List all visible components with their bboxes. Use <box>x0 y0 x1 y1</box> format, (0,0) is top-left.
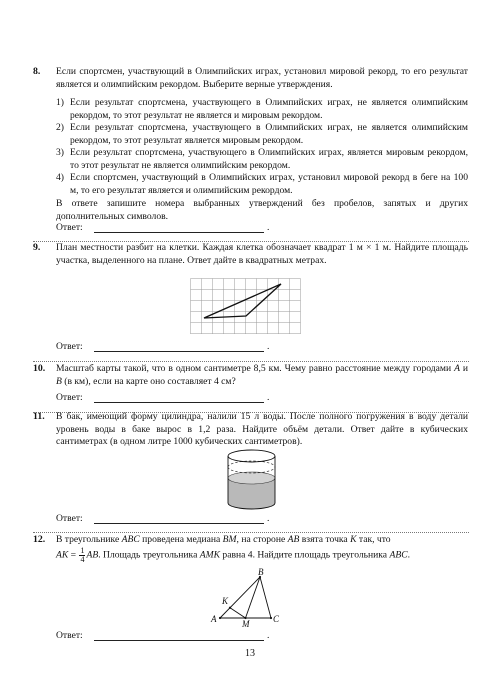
q8-instruction: В ответе запишите номера выбранных утверждений без пробелов, запятых и других дополнительных символов. <box>56 198 468 222</box>
page-number: 13 <box>245 648 255 659</box>
q12-text-part: проведена медиана <box>139 534 223 545</box>
q9-grid-plan <box>190 278 305 335</box>
fraction-denominator: 4 <box>80 555 85 564</box>
q12-text-part: равна 4. Найдите площадь треугольника <box>220 549 390 561</box>
q8-option-4-text: Если спортсмен, участвующий в Олимпийских играх, установил мировой рекорд в беге на 100 м, то его результат является и олимпийским рекордом. <box>70 172 468 196</box>
q8-option-3 <box>56 147 468 172</box>
q10-text-part: (в км), если на карте оно составляет 4 см? <box>61 375 236 387</box>
q12-text-part: взята точка <box>299 534 351 545</box>
q12-var: BM <box>222 534 237 545</box>
q12-triangle-diagram <box>205 566 287 628</box>
q12-answer-field[interactable] <box>94 640 264 641</box>
label-c: C <box>273 614 280 624</box>
q8-number: 8. <box>33 66 41 77</box>
q8-answer-label: Ответ: <box>56 222 83 233</box>
q11-number: 11. <box>33 411 45 422</box>
label-m: M <box>242 619 250 628</box>
fraction-numerator: 1 <box>80 546 85 555</box>
q10-var-a: A <box>454 363 460 374</box>
q8-option-2 <box>56 122 468 147</box>
q8-option-3-number: 3) <box>56 147 64 158</box>
q9-text: План местности разбит на клетки. Каждая клетка обозначает квадрат 1 м × 1 м. Найдите площадь участка, выделенного на плане. Ответ дайте в квадратных метрах. <box>56 242 468 266</box>
q10-var-b: B <box>56 375 62 387</box>
q8-answer-period: . <box>267 222 270 233</box>
q12-text-part: = <box>68 549 79 561</box>
q12-text-part: . <box>407 549 410 561</box>
divider <box>33 361 469 362</box>
q8-option-4-number: 4) <box>56 172 64 183</box>
q8-option-2-text: Если результат спортсмена, участвующего в Олимпийских играх, не является олимпийским рекордом, то этот результат является мировым рекордом. <box>70 122 468 146</box>
q12-var: AB <box>86 549 99 561</box>
q9-answer-label: Ответ: <box>56 341 83 352</box>
q8-option-4 <box>56 172 468 197</box>
q12-var: ABC <box>389 549 408 561</box>
q12-text-part: . Площадь треугольника <box>98 549 200 561</box>
q12-var: ABC <box>121 534 140 545</box>
q12-answer-period: . <box>267 630 270 641</box>
q12-number: 12. <box>33 534 46 545</box>
plot-outline <box>204 284 281 318</box>
grid-lines <box>191 279 301 335</box>
label-a: A <box>211 614 217 624</box>
q8-option-1-text: Если результат спортсмена, участвующего в Олимпийских играх, не является олимпийским рекордом, то этот результат не является и мировым рекордом. <box>70 97 468 121</box>
q12-var: AMK <box>199 549 220 561</box>
water-surface <box>228 472 275 484</box>
q9-answer-period: . <box>267 341 270 352</box>
divider <box>33 532 469 533</box>
q10-text <box>56 363 468 388</box>
tank-rim <box>228 450 275 462</box>
q12-var: AK <box>56 549 69 561</box>
q8-text: Если спортсмен, участвующий в Олимпийских играх, установил мировой рекорд, то его результат является и олимпийским рекордом. Выберите верные утверждения. <box>56 66 468 90</box>
q10-number: 10. <box>33 363 46 374</box>
q11-answer-field[interactable] <box>94 523 264 524</box>
q10-text-part: и <box>459 363 468 374</box>
q9-number: 9. <box>33 242 41 253</box>
q8-option-2-number: 2) <box>56 122 64 133</box>
q8-option-1-number: 1) <box>56 97 64 108</box>
q10-answer-label: Ответ: <box>56 392 83 403</box>
q12-text-part: , на стороне <box>236 534 288 545</box>
q9-answer-field[interactable] <box>94 351 264 352</box>
q12-var: K <box>350 534 357 545</box>
q10-text-part: Масштаб карты такой, что в одном сантиметре 8,5 км. Чему равно расстояние между городами <box>56 363 455 374</box>
q11-answer-label: Ответ: <box>56 513 83 524</box>
fraction <box>79 547 85 564</box>
label-b: B <box>258 567 264 577</box>
q12-answer-label: Ответ: <box>56 630 83 641</box>
label-k: K <box>222 596 229 606</box>
q12-line2 <box>56 547 476 564</box>
q12-var: AB <box>287 534 300 545</box>
q11-cylinder-tank <box>225 448 279 512</box>
q11-text: В бак, имеющий форму цилиндра, налили 15 л воды. После полного погружения в воду детали уровень воды в баке вырос в 1,2 раза. Найдите объём детали. Ответ дайте в кубических сантиметрах (в одном литре 1000 кубических сантиметров). <box>56 411 468 448</box>
q11-answer-period: . <box>267 513 270 524</box>
q12-text-part: так, что <box>356 534 391 545</box>
q10-answer-field[interactable] <box>94 402 264 403</box>
q8-option-1 <box>56 97 468 122</box>
q10-answer-period: . <box>267 392 270 403</box>
q8-option-3-text: Если результат спортсмена, участвующего в Олимпийских играх, является мировым рекордом, то этот результат не является олимпийским рекордом. <box>70 147 468 171</box>
q8-answer-field[interactable] <box>94 232 264 233</box>
q12-line1 <box>56 534 468 547</box>
q12-text-part: В треугольнике <box>56 534 122 545</box>
